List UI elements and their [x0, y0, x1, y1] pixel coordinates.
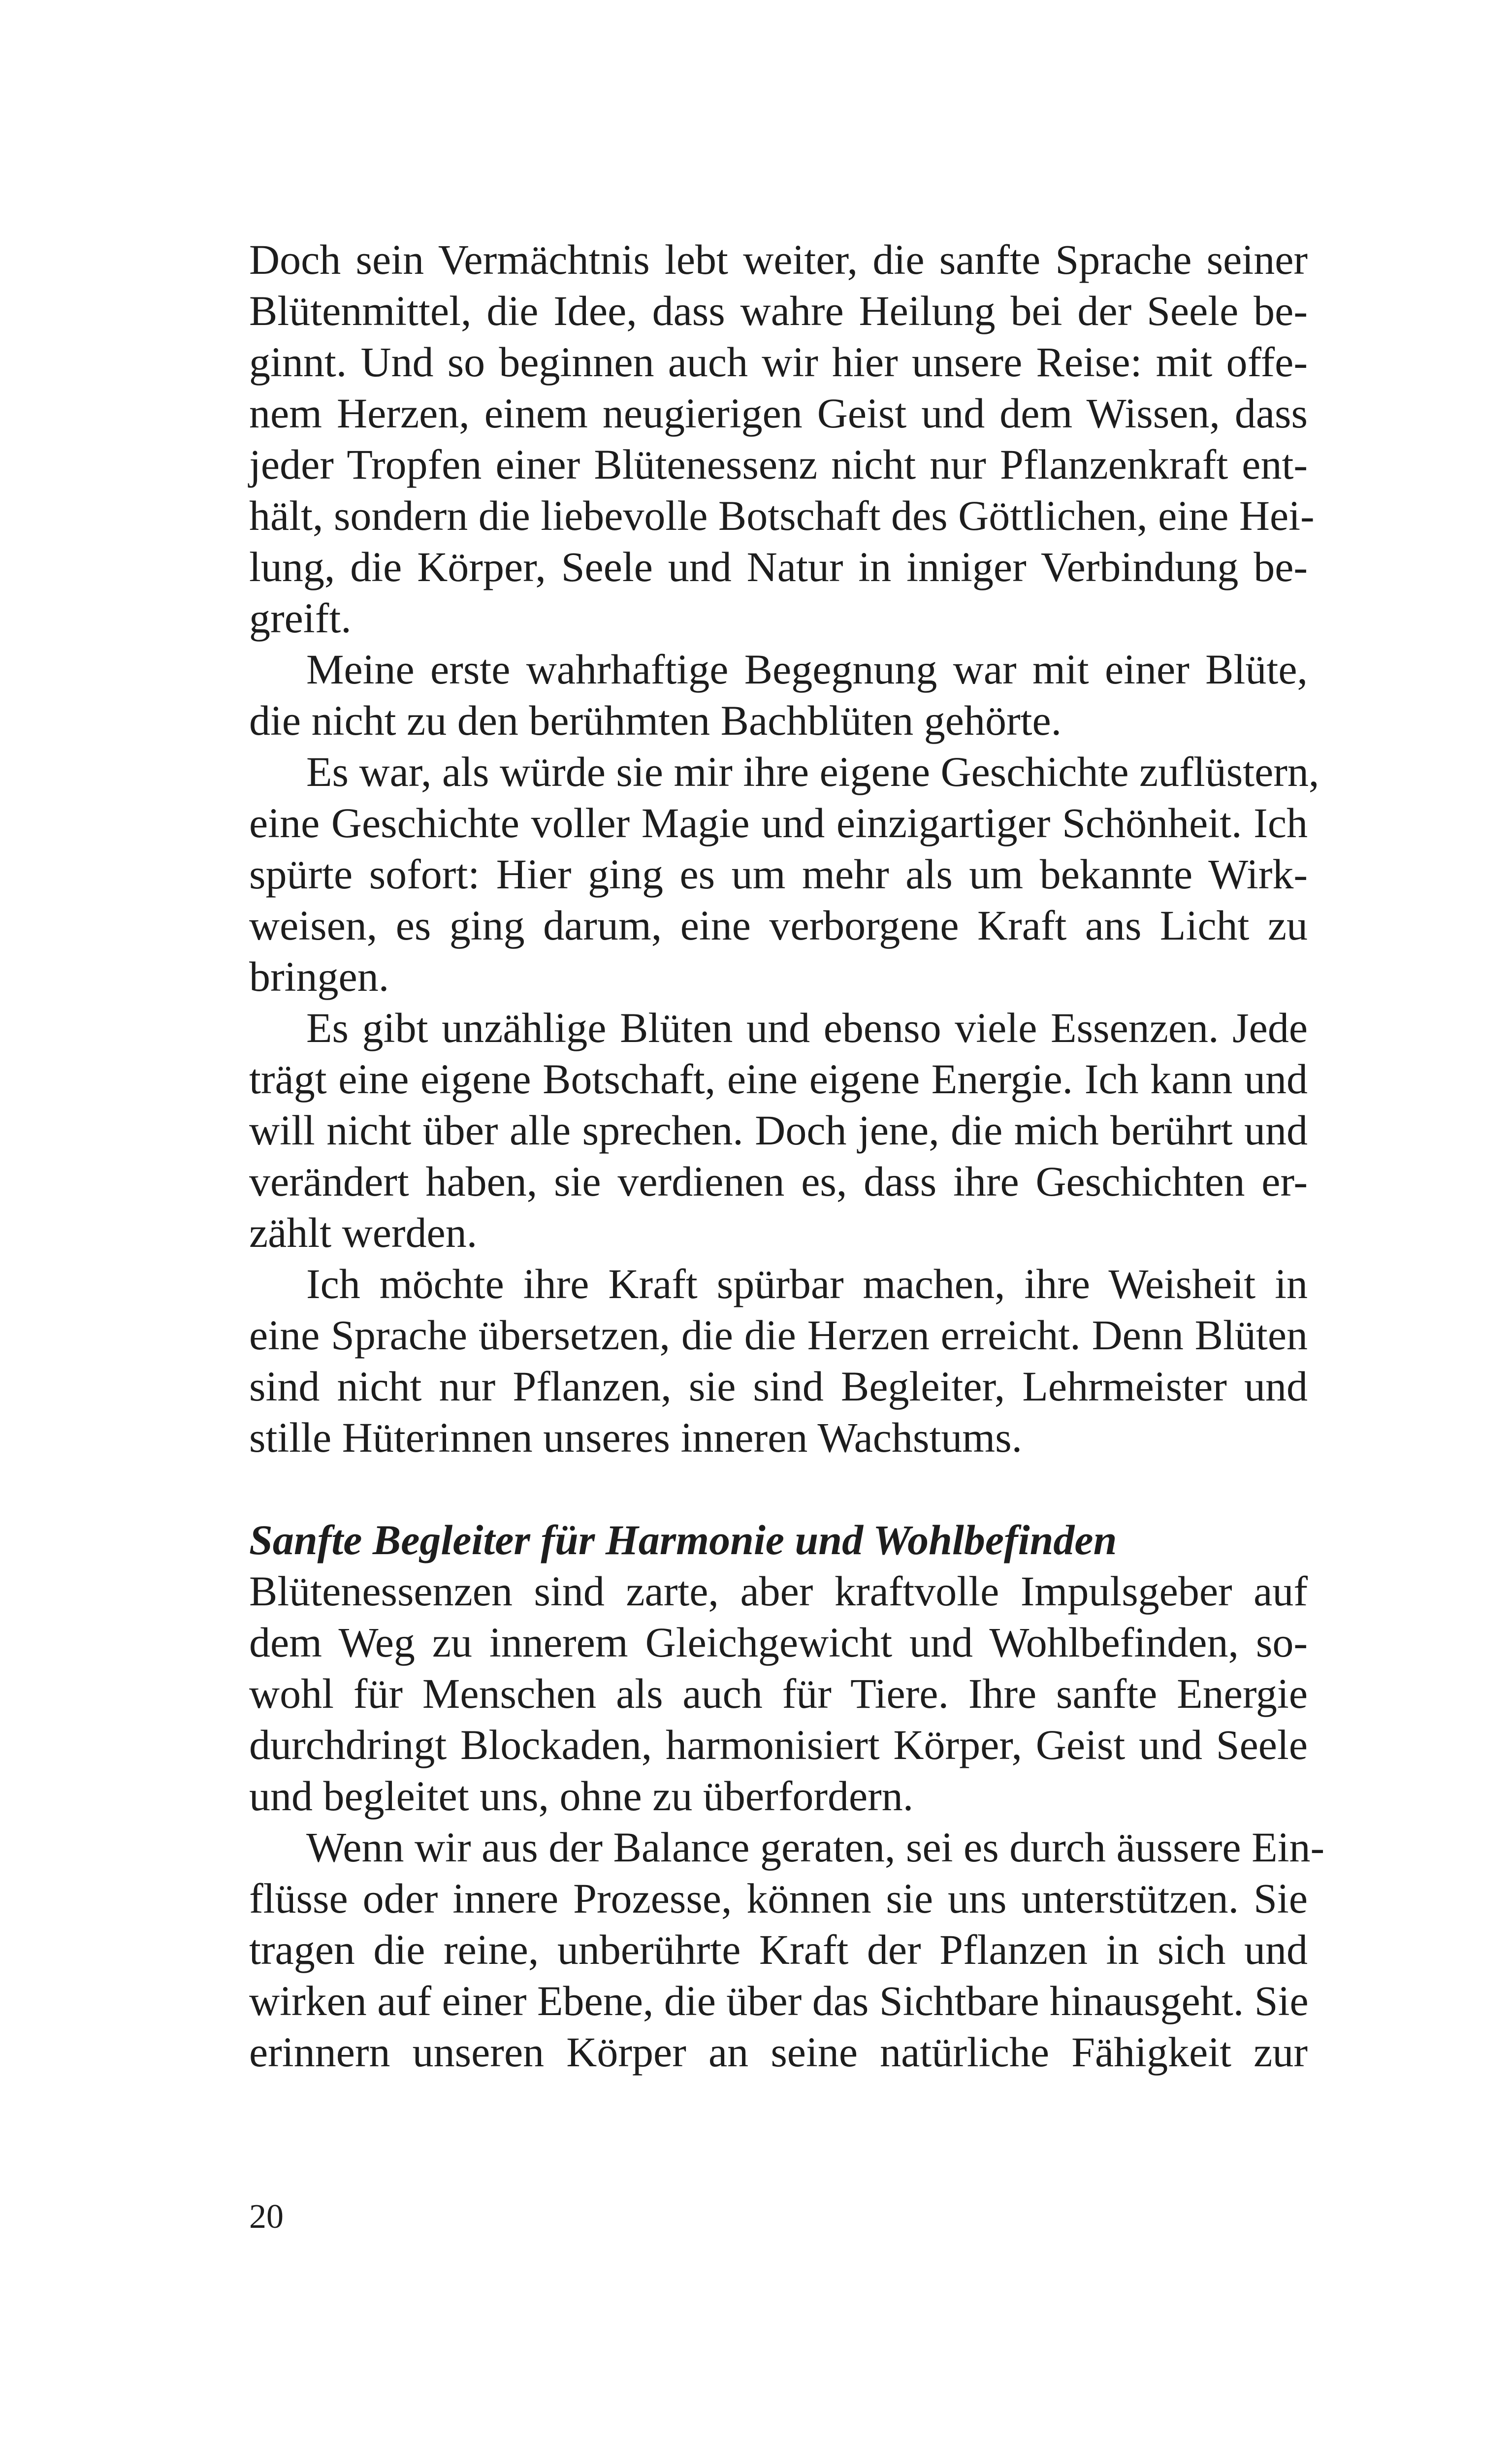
text-line: tragen die reine, unberührte Kraft der Pflanzen in sich und [249, 1926, 1308, 1973]
text-line: Meine erste wahrhaftige Begegnung war mit einer Blüte, [306, 646, 1308, 693]
text-line: lung, die Körper, Seele und Natur in inniger Verbindung be- [249, 543, 1308, 590]
body-text [249, 234, 1325, 2078]
paragraph-5 [249, 1258, 1308, 1463]
text-line: wohl für Menschen als auch für Tiere. Ihre sanfte Energie [249, 1670, 1308, 1717]
text-line: flüsse oder innere Prozesse, können sie uns unterstützen. Sie [249, 1875, 1308, 1922]
text-line: eine Sprache übersetzen, die die Herzen erreicht. Denn Blüten [249, 1311, 1308, 1359]
paragraph-1 [249, 234, 1315, 644]
paragraph-3 [249, 746, 1319, 1002]
text-line: dem Weg zu innerem Gleichgewicht und Wohlbefinden, so- [249, 1619, 1308, 1666]
text-line: nem Herzen, einem neugierigen Geist und dem Wissen, dass [249, 390, 1308, 437]
paragraph-2 [249, 644, 1308, 746]
paragraph-6 [249, 1565, 1308, 1822]
text-line: eine Geschichte voller Magie und einzigartiger Schönheit. Ich [249, 799, 1308, 847]
section-heading: Sanfte Begleiter für Harmonie und Wohlbefinden [249, 1516, 1117, 1564]
text-line: und begleitet uns, ohne zu überfordern. [249, 1772, 914, 1820]
text-line: ginnt. Und so beginnen auch wir hier unsere Reise: mit offe- [249, 338, 1308, 386]
text-line: hält, sondern die liebevolle Botschaft des Göttlichen, eine Hei- [249, 492, 1315, 539]
page-number: 20 [249, 2198, 284, 2236]
text-line: Blütenessenzen sind zarte, aber kraftvolle Impulsgeber auf [249, 1567, 1308, 1615]
text-line: will nicht über alle sprechen. Doch jene, die mich berührt und [249, 1107, 1308, 1154]
paragraph-7 [249, 1822, 1325, 2078]
text-line: jeder Tropfen einer Blütenessenz nicht nur Pflanzenkraft ent- [249, 441, 1308, 488]
text-line: spürte sofort: Hier ging es um mehr als um bekannte Wirk- [249, 850, 1308, 898]
text-line: Es gibt unzählige Blüten und ebenso viele Essenzen. Jede [306, 1004, 1308, 1051]
text-line: trägt eine eigene Botschaft, eine eigene Energie. Ich kann und [249, 1055, 1308, 1103]
text-line: zählt werden. [249, 1209, 478, 1256]
paragraph-4 [249, 1002, 1308, 1258]
text-line: durchdringt Blockaden, harmonisiert Körper, Geist und Seele [249, 1721, 1308, 1768]
text-line: Ich möchte ihre Kraft spürbar machen, ihre Weisheit in [306, 1260, 1308, 1307]
section-spacer [249, 1463, 1308, 1514]
text-line: Blütenmittel, die Idee, dass wahre Heilung bei der Seele be- [249, 287, 1308, 334]
text-line: greift. [249, 594, 352, 642]
text-line: Es war, als würde sie mir ihre eigene Geschichte zuflüstern, [306, 748, 1319, 795]
text-line: Wenn wir aus der Balance geraten, sei es durch äussere Ein- [306, 1824, 1325, 1871]
text-line: bringen. [249, 953, 389, 1000]
text-line: erinnern unseren Körper an seine natürliche Fähigkeit zur [249, 2028, 1308, 2076]
text-line: weisen, es ging darum, eine verborgene Kraft ans Licht zu [249, 902, 1308, 949]
text-line: die nicht zu den berühmten Bachblüten gehörte. [249, 697, 1062, 744]
text-line: stille Hüterinnen unseres inneren Wachstums. [249, 1414, 1023, 1461]
text-line: verändert haben, sie verdienen es, dass ihre Geschichten er- [249, 1158, 1308, 1205]
text-line: sind nicht nur Pflanzen, sie sind Begleiter, Lehrmeister und [249, 1363, 1308, 1410]
text-line: Doch sein Vermächtnis lebt weiter, die sanfte Sprache seiner [249, 236, 1308, 283]
text-line: wirken auf einer Ebene, die über das Sichtbare hinausgeht. Sie [249, 1977, 1309, 2024]
